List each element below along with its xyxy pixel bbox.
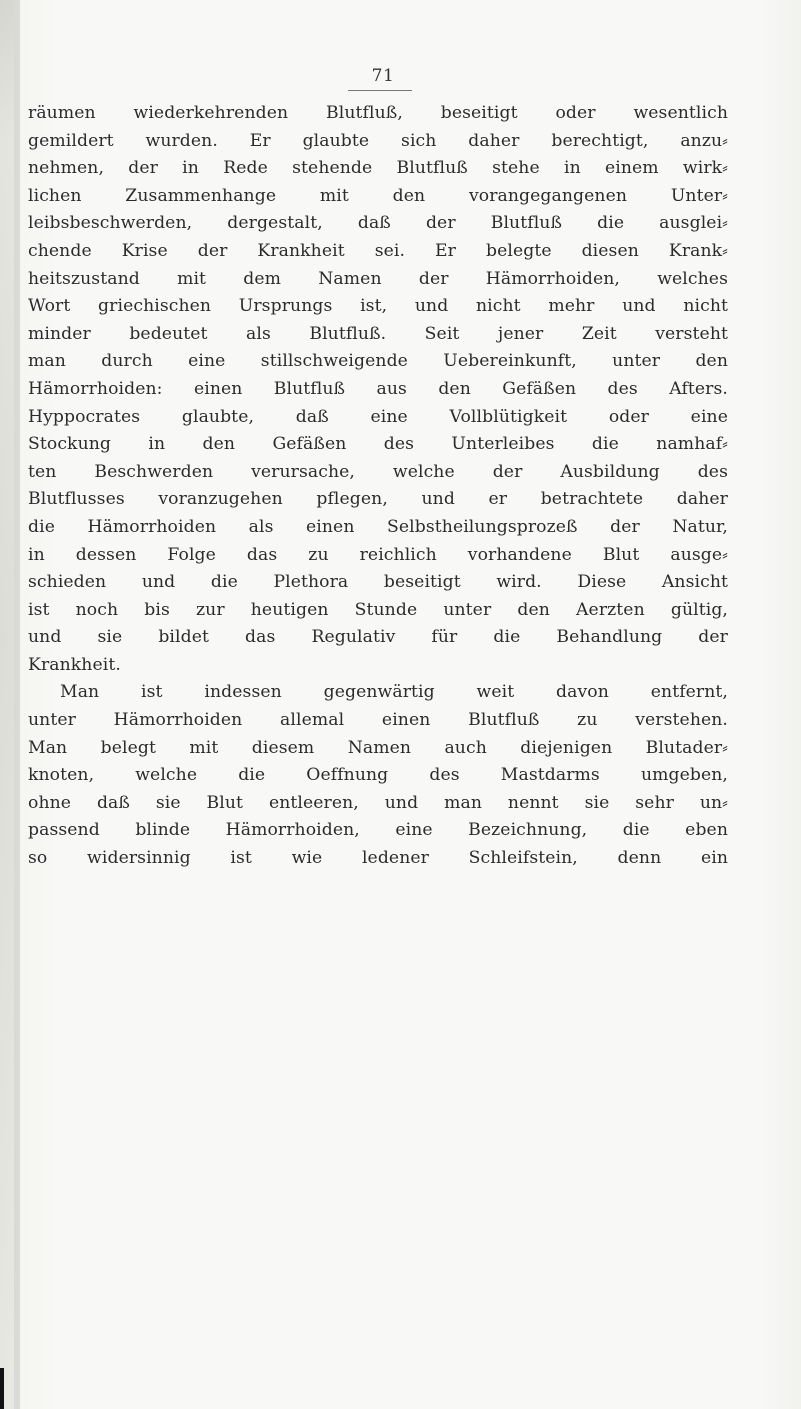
text-line: ohne daß sie Blut entleeren, und man nennt sie sehr un⸗ <box>28 792 728 813</box>
text-line: und sie bildet das Regulativ für die Behandlung der <box>28 627 728 648</box>
scan-corner-mark <box>0 1368 4 1409</box>
text-line: heitszustand mit dem Namen der Hämorrhoiden, welches <box>28 268 728 289</box>
text-line: unter Hämorrhoiden allemal einen Blutfluß zu verstehen. <box>28 710 728 731</box>
text-line: Stockung in den Gefäßen des Unterleibes die namhaf⸗ <box>28 434 728 455</box>
text-line: minder bedeutet als Blutfluß. Seit jener Zeit versteht <box>28 323 728 344</box>
text-line: nehmen, der in Rede stehende Blutfluß stehe in einem wirk⸗ <box>28 158 728 179</box>
text-line: Wort griechischen Ursprungs ist, und nicht mehr und nicht <box>28 296 728 317</box>
binding-shadow <box>14 0 20 1409</box>
page-number-rule <box>348 90 412 91</box>
binding-edge <box>0 0 14 1409</box>
page-number: 71 <box>371 66 395 86</box>
text-line: man durch eine stillschweigende Uebereinkunft, unter den <box>28 351 728 372</box>
text-line: Man belegt mit diesem Namen auch diejenigen Blutader⸗ <box>28 737 728 758</box>
text-line: chende Krise der Krankheit sei. Er belegte diesen Krank⸗ <box>28 240 728 261</box>
text-line: Krankheit. <box>28 654 121 675</box>
text-line: ist noch bis zur heutigen Stunde unter den Aerzten gültig, <box>28 599 728 620</box>
text-line: Hämorrhoiden: einen Blutfluß aus den Gefäßen des Afters. <box>28 378 728 399</box>
text-line: Blutflusses voranzugehen pflegen, und er betrachtete daher <box>28 489 728 510</box>
text-line: in dessen Folge das zu reichlich vorhandene Blut ausge⸗ <box>28 544 728 565</box>
text-line: lichen Zusammenhange mit den vorangegangenen Unter⸗ <box>28 185 728 206</box>
text-line: räumen wiederkehrenden Blutfluß, beseitigt oder wesentlich <box>28 103 728 123</box>
text-line: ten Beschwerden verursache, welche der Ausbildung des <box>28 461 728 482</box>
text-line: knoten, welche die Oeffnung des Mastdarms umgeben, <box>28 765 728 786</box>
text-line: die Hämorrhoiden als einen Selbstheilungsprozeß der Natur, <box>28 516 728 537</box>
body-text <box>28 100 728 873</box>
text-line: so widersinnig ist wie ledener Schleifstein, denn ein <box>28 848 728 869</box>
text-line: schieden und die Plethora beseitigt wird. Diese Ansicht <box>28 572 728 593</box>
text-line: passend blinde Hämorrhoiden, eine Bezeichnung, die eben <box>28 820 728 841</box>
text-line: leibsbeschwerden, dergestalt, daß der Blutfluß die ausglei⸗ <box>28 213 728 234</box>
text-line: Hyppocrates glaubte, daß eine Vollblütigkeit oder eine <box>28 406 728 427</box>
text-line: Man ist indessen gegenwärtig weit davon entfernt, <box>60 682 728 703</box>
text-line: gemildert wurden. Er glaubte sich daher berechtigt, anzu⸗ <box>28 130 728 151</box>
